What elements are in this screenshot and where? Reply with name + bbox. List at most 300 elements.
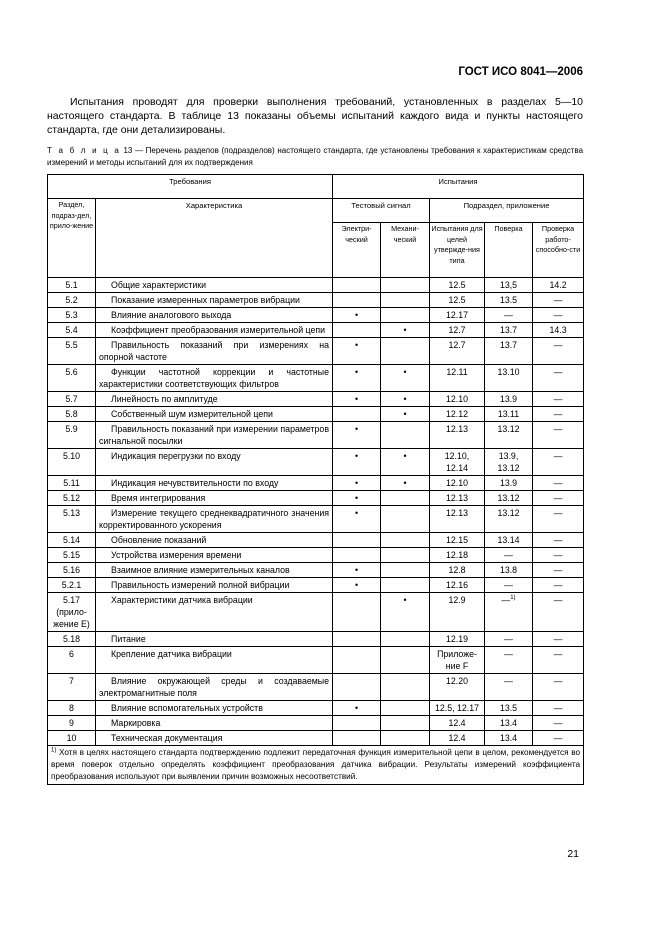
- row-operability-text: —: [553, 295, 563, 305]
- row-type-approval: [430, 674, 485, 701]
- row-section: [48, 593, 96, 632]
- row-verification: [485, 632, 533, 647]
- intro-paragraph: Испытания проводят для проверки выполнения требований, установленных в разделах 5—10 настоящего стандарта. В таблице 13 показаны объемы испытаний каждого вида и пункты настоящего стандарта, где они детализированы.: [47, 96, 583, 136]
- row-section: [48, 647, 96, 674]
- row-section-text: 5.3: [65, 310, 78, 320]
- row-electric-mark: [333, 422, 381, 449]
- row-verification-text: 13.12: [497, 508, 520, 518]
- row-section: [48, 323, 96, 338]
- row-verification-text: —: [504, 550, 513, 560]
- footnote-text: Хотя в целях настоящего стандарта подтверждению подлежит передаточная функция измерительной цепи в целом, рекомендуется во время поверок отдельно определять коэффициент преобразования датчика вибрации. Результаты измерений коэффициента преобразования используют при выявлении причин возможных несоответствий.: [51, 748, 581, 781]
- row-section-text: 5.12: [62, 493, 81, 503]
- row-mechanic-mark: [381, 422, 430, 449]
- header-electric: Электри-ческий: [333, 223, 381, 278]
- row-operability-text: —: [553, 340, 563, 350]
- row-characteristic-text: Маркировка: [111, 718, 161, 728]
- row-operability-text: —: [553, 550, 563, 560]
- row-characteristic-text: Коэффициент преобразования измерительной цепи: [111, 325, 326, 335]
- row-type-approval: [430, 716, 485, 731]
- row-type-approval: [430, 392, 485, 407]
- row-operability: [533, 449, 584, 476]
- row-operability-text: —: [553, 580, 563, 590]
- row-verification-text: —: [504, 676, 513, 686]
- row-operability: [533, 407, 584, 422]
- row-verification: [485, 593, 533, 632]
- row-electric-mark: [333, 449, 381, 476]
- row-section-text: 5.5: [65, 340, 78, 350]
- row-type-approval: [430, 701, 485, 716]
- row-verification: [485, 674, 533, 701]
- row-type-approval-text: 12.9: [448, 595, 466, 605]
- row-section: [48, 533, 96, 548]
- row-section-text: 5.10: [62, 451, 81, 461]
- row-type-approval: [430, 407, 485, 422]
- table-row: [48, 308, 584, 323]
- row-operability: [533, 476, 584, 491]
- row-operability-text: —: [553, 565, 563, 575]
- row-characteristic-text: Обновление показаний: [111, 535, 207, 545]
- row-verification: [485, 701, 533, 716]
- row-characteristic: [96, 422, 333, 449]
- row-verification-text: —: [501, 595, 511, 605]
- table-row: [48, 593, 584, 632]
- row-operability-text: —: [553, 595, 563, 605]
- row-section-text: 8: [69, 703, 74, 713]
- row-section-text: 5.2: [65, 295, 78, 305]
- row-type-approval-text: 12.10: [445, 394, 468, 404]
- row-mechanic-mark-text: •: [403, 367, 407, 377]
- row-type-approval-text: 12.10: [445, 478, 468, 488]
- row-type-approval-text: 12.20: [445, 676, 468, 686]
- row-section: [48, 506, 96, 533]
- header-characteristic: Характеристика: [96, 199, 333, 278]
- row-type-approval-text: 12.13: [445, 424, 468, 434]
- header-subsection: Подраздел, приложение: [430, 199, 584, 223]
- row-section-text: 5.6: [65, 367, 78, 377]
- row-section: [48, 308, 96, 323]
- row-verification: [485, 578, 533, 593]
- row-type-approval: [430, 548, 485, 563]
- row-mechanic-mark: [381, 533, 430, 548]
- row-type-approval: [430, 449, 485, 476]
- row-characteristic: [96, 476, 333, 491]
- row-type-approval: [430, 365, 485, 392]
- row-electric-mark: [333, 491, 381, 506]
- row-section: [48, 563, 96, 578]
- row-characteristic-text: Общие характеристики: [111, 280, 207, 290]
- row-verification: [485, 506, 533, 533]
- row-section: [48, 392, 96, 407]
- table-row: [48, 632, 584, 647]
- row-verification: [485, 716, 533, 731]
- row-characteristic: [96, 491, 333, 506]
- table-row: [48, 338, 584, 365]
- row-verification: [485, 491, 533, 506]
- row-mechanic-mark: [381, 716, 430, 731]
- row-section: [48, 338, 96, 365]
- row-mechanic-mark: [381, 578, 430, 593]
- table-row: [48, 392, 584, 407]
- row-operability: [533, 578, 584, 593]
- row-operability: [533, 533, 584, 548]
- row-operability: [533, 674, 584, 701]
- row-verification-text: 13,5: [499, 280, 518, 290]
- row-electric-mark: [333, 365, 381, 392]
- row-electric-mark: [333, 701, 381, 716]
- row-characteristic: [96, 323, 333, 338]
- row-section: [48, 716, 96, 731]
- row-electric-mark: [333, 293, 381, 308]
- row-section-text: 5.14: [62, 535, 81, 545]
- row-electric-mark: [333, 716, 381, 731]
- row-verification: [485, 533, 533, 548]
- row-electric-mark: [333, 338, 381, 365]
- row-section: [48, 365, 96, 392]
- row-operability: [533, 632, 584, 647]
- row-section-text: 5.7: [65, 394, 78, 404]
- row-characteristic-text: Правильность показаний при измерениях на опорной частоте: [99, 340, 329, 362]
- row-verification: [485, 293, 533, 308]
- row-operability-text: —: [553, 508, 563, 518]
- row-characteristic-text: Правильность измерений полной вибрации: [111, 580, 290, 590]
- row-type-approval-text: 12.10, 12.14: [444, 451, 470, 473]
- row-verification: [485, 422, 533, 449]
- row-mechanic-mark-text: •: [403, 478, 407, 488]
- table-row: [48, 563, 584, 578]
- row-operability: [533, 647, 584, 674]
- row-verification: [485, 731, 533, 746]
- row-mechanic-mark-text: •: [403, 325, 407, 335]
- row-mechanic-mark: [381, 323, 430, 338]
- row-operability-text: 14.3: [549, 325, 567, 335]
- row-type-approval-text: 12.11: [446, 367, 468, 377]
- row-mechanic-mark: [381, 278, 430, 293]
- row-mechanic-mark: [381, 674, 430, 701]
- row-characteristic-text: Индикация перегрузки по входу: [111, 451, 241, 461]
- row-electric-mark-text: •: [354, 580, 359, 590]
- row-characteristic-text: Крепление датчика вибрации: [111, 649, 232, 659]
- row-verification: [485, 563, 533, 578]
- row-type-approval-text: 12.16: [445, 580, 468, 590]
- row-section-text: 5.16: [62, 565, 81, 575]
- row-section-text: 5.9: [65, 424, 78, 434]
- row-characteristic: [96, 548, 333, 563]
- row-verification-text: 13.10: [497, 367, 520, 377]
- row-characteristic: [96, 731, 333, 746]
- row-type-approval-text: 12.18: [445, 550, 468, 560]
- row-verification-text: 13.5: [499, 295, 518, 305]
- row-electric-mark: [333, 593, 381, 632]
- row-type-approval-text: 12.13: [445, 493, 468, 503]
- row-electric-mark: [333, 563, 381, 578]
- row-operability: [533, 323, 584, 338]
- row-verification: [485, 449, 533, 476]
- row-verification-text: 13.12: [497, 493, 520, 503]
- row-operability-text: —: [553, 535, 563, 545]
- row-electric-mark-text: •: [354, 508, 359, 518]
- table-row: [48, 548, 584, 563]
- row-section: [48, 632, 96, 647]
- row-section-text: 5.17 (прило-жение Е): [53, 595, 90, 629]
- row-type-approval: [430, 506, 485, 533]
- row-operability-text: —: [553, 451, 563, 461]
- row-operability-text: —: [553, 649, 563, 659]
- row-characteristic-text: Правильность показаний при измерении параметров сигнальной посылки: [99, 424, 329, 446]
- row-section-text: 5.8: [65, 409, 78, 419]
- row-characteristic: [96, 407, 333, 422]
- row-operability: [533, 593, 584, 632]
- row-mechanic-mark: [381, 476, 430, 491]
- row-section: [48, 293, 96, 308]
- row-type-approval-text: 12.5: [448, 295, 466, 305]
- row-verification: [485, 278, 533, 293]
- header-operability: Проверка работо-способно-сти: [533, 223, 584, 278]
- row-type-approval-text: 12.7: [448, 325, 466, 335]
- row-mechanic-mark: [381, 392, 430, 407]
- header-mechanic: Механи-ческий: [381, 223, 430, 278]
- row-operability-text: —: [553, 733, 563, 743]
- standard-header: ГОСТ ИСО 8041—2006: [458, 66, 583, 78]
- row-electric-mark: [333, 647, 381, 674]
- row-characteristic: [96, 578, 333, 593]
- row-mechanic-mark: [381, 491, 430, 506]
- row-mechanic-mark: [381, 308, 430, 323]
- row-verification: [485, 365, 533, 392]
- row-type-approval-text: 12.4: [448, 733, 466, 743]
- table-row: [48, 716, 584, 731]
- row-type-approval-text: 12.5: [448, 280, 466, 290]
- row-verification: [485, 647, 533, 674]
- row-characteristic-text: Техническая документация: [111, 733, 223, 743]
- row-mechanic-mark: [381, 647, 430, 674]
- table-row: [48, 449, 584, 476]
- row-electric-mark: [333, 731, 381, 746]
- row-electric-mark: [333, 506, 381, 533]
- row-operability: [533, 338, 584, 365]
- row-mechanic-mark: [381, 449, 430, 476]
- row-verification-text: 13.7: [499, 325, 518, 335]
- row-section: [48, 548, 96, 563]
- row-mechanic-mark-text: •: [403, 394, 407, 404]
- row-section-text: 5.4: [65, 325, 78, 335]
- table-row: [48, 407, 584, 422]
- row-operability-text: —: [553, 394, 563, 404]
- row-type-approval-text: 12.5, 12.17: [434, 703, 480, 713]
- row-characteristic-text: Линейность по амплитуде: [111, 394, 218, 404]
- row-operability-text: —: [553, 634, 563, 644]
- row-section-text: 5.15: [62, 550, 81, 560]
- table-body: [48, 278, 584, 746]
- row-characteristic: [96, 365, 333, 392]
- row-electric-mark: [333, 323, 381, 338]
- row-electric-mark-text: •: [354, 451, 359, 461]
- row-operability-text: —: [553, 676, 563, 686]
- row-section-text: 6: [69, 649, 74, 659]
- header-test-signal: Тестовый сигнал: [333, 199, 430, 223]
- row-operability: [533, 563, 584, 578]
- row-type-approval-text: 12.17: [445, 310, 468, 320]
- row-electric-mark: [333, 278, 381, 293]
- row-verification-text: —: [504, 649, 513, 659]
- row-section-text: 10: [66, 733, 77, 743]
- row-electric-mark-text: •: [354, 493, 359, 503]
- row-characteristic: [96, 392, 333, 407]
- row-section: [48, 407, 96, 422]
- row-verification-text: —: [504, 634, 513, 644]
- row-type-approval-text: 12.19: [445, 634, 468, 644]
- row-operability: [533, 422, 584, 449]
- row-type-approval-text: 12.13: [445, 508, 468, 518]
- row-section: [48, 701, 96, 716]
- page-number: 21: [567, 848, 579, 860]
- row-electric-mark: [333, 533, 381, 548]
- row-operability-text: —: [553, 424, 563, 434]
- row-mechanic-mark-text: •: [403, 451, 407, 461]
- row-verification-text: 13.9, 13.12: [497, 451, 520, 473]
- row-characteristic: [96, 647, 333, 674]
- row-electric-mark: [333, 674, 381, 701]
- row-type-approval-text: 12.12: [445, 409, 468, 419]
- row-characteristic: [96, 449, 333, 476]
- row-electric-mark-text: •: [354, 394, 359, 404]
- row-electric-mark-text: •: [354, 310, 359, 320]
- table-row: [48, 647, 584, 674]
- row-verification-text: 13.4: [499, 718, 518, 728]
- row-verification-text: 13.12: [497, 424, 520, 434]
- row-characteristic-text: Характеристики датчика вибрации: [111, 595, 253, 605]
- header-requirements: Требования: [48, 175, 333, 199]
- row-characteristic: [96, 308, 333, 323]
- row-verification-text: 13.9: [499, 478, 518, 488]
- row-mechanic-mark: [381, 563, 430, 578]
- row-type-approval: [430, 593, 485, 632]
- row-characteristic-text: Время интегрирования: [111, 493, 206, 503]
- row-verification: [485, 392, 533, 407]
- row-characteristic-text: Измерение текущего среднеквадратичного значения корректированного ускорения: [99, 508, 329, 530]
- row-electric-mark: [333, 407, 381, 422]
- row-type-approval: [430, 308, 485, 323]
- row-operability-text: —: [553, 409, 563, 419]
- row-verification: [485, 548, 533, 563]
- row-operability: [533, 365, 584, 392]
- table-row: [48, 323, 584, 338]
- row-electric-mark: [333, 632, 381, 647]
- row-mechanic-mark: [381, 632, 430, 647]
- row-electric-mark-text: •: [354, 367, 359, 377]
- row-electric-mark-text: •: [354, 703, 359, 713]
- row-characteristic-text: Влияние окружающей среды и создаваемые электромагнитные поля: [99, 676, 329, 698]
- row-section-text: 5.1: [65, 280, 78, 290]
- header-tests: Испытания: [333, 175, 584, 199]
- row-characteristic-text: Функции частотной коррекции и частотные характеристики соответствующих фильтров: [99, 367, 329, 389]
- footnote-marker: 1): [51, 747, 57, 754]
- row-operability-text: —: [553, 493, 563, 503]
- row-type-approval: [430, 476, 485, 491]
- row-characteristic-text: Показание измеренных параметров вибрации: [111, 295, 300, 305]
- row-characteristic-text: Взаимное влияние измерительных каналов: [111, 565, 290, 575]
- row-electric-mark-text: •: [354, 340, 359, 350]
- row-section-text: 5.13: [62, 508, 81, 518]
- row-electric-mark-text: •: [354, 478, 359, 488]
- row-type-approval-text: 12.4: [448, 718, 466, 728]
- row-mechanic-mark: [381, 731, 430, 746]
- row-section-text: 5.2.1: [61, 580, 82, 590]
- header-type-approval: Испытания для целей утвержде-ния типа: [430, 223, 485, 278]
- row-operability-text: —: [553, 478, 563, 488]
- row-type-approval: [430, 647, 485, 674]
- header-verification: Поверка: [485, 223, 533, 278]
- row-type-approval: [430, 278, 485, 293]
- row-characteristic: [96, 632, 333, 647]
- row-type-approval-text: 12.15: [445, 535, 468, 545]
- row-characteristic: [96, 563, 333, 578]
- row-section: [48, 731, 96, 746]
- row-type-approval-text: Приложе-ние F: [437, 649, 477, 671]
- row-operability: [533, 548, 584, 563]
- row-section-text: 7: [69, 676, 74, 686]
- row-mechanic-mark: [381, 338, 430, 365]
- row-mechanic-mark: [381, 548, 430, 563]
- row-verification-text: 13.8: [499, 565, 518, 575]
- row-electric-mark-text: •: [354, 565, 359, 575]
- row-type-approval: [430, 491, 485, 506]
- row-operability: [533, 308, 584, 323]
- row-characteristic: [96, 506, 333, 533]
- table-row: [48, 365, 584, 392]
- row-characteristic-text: Собственный шум измерительной цепи: [111, 409, 273, 419]
- row-section: [48, 491, 96, 506]
- row-electric-mark: [333, 392, 381, 407]
- row-type-approval: [430, 578, 485, 593]
- table-row: [48, 578, 584, 593]
- row-type-approval-text: 12.7: [448, 340, 466, 350]
- row-type-approval: [430, 293, 485, 308]
- row-section-text: 5.11: [63, 478, 80, 488]
- row-electric-mark: [333, 476, 381, 491]
- row-operability: [533, 506, 584, 533]
- row-characteristic: [96, 278, 333, 293]
- row-section: [48, 278, 96, 293]
- row-electric-mark: [333, 548, 381, 563]
- row-operability-text: —: [553, 703, 563, 713]
- row-electric-mark-text: •: [354, 424, 359, 434]
- row-mechanic-mark: [381, 506, 430, 533]
- row-verification-text: 13.11: [497, 409, 520, 419]
- table-row: [48, 506, 584, 533]
- row-characteristic: [96, 716, 333, 731]
- row-characteristic: [96, 293, 333, 308]
- row-verification-text: 13.9: [499, 394, 518, 404]
- row-verification-text: 13.4: [499, 733, 518, 743]
- table-footnote: [48, 746, 584, 785]
- row-characteristic-text: Питание: [111, 634, 146, 644]
- row-verification-text: 13.7: [499, 340, 518, 350]
- table-row: [48, 491, 584, 506]
- table-row: [48, 674, 584, 701]
- row-characteristic-text: Устройства измерения времени: [111, 550, 242, 560]
- row-characteristic: [96, 593, 333, 632]
- row-mechanic-mark: [381, 293, 430, 308]
- row-characteristic: [96, 533, 333, 548]
- row-section-text: 5.18: [62, 634, 81, 644]
- row-operability: [533, 491, 584, 506]
- row-type-approval: [430, 533, 485, 548]
- row-verification-text: —: [504, 580, 513, 590]
- row-type-approval: [430, 731, 485, 746]
- table-row: [48, 701, 584, 716]
- row-operability-text: —: [553, 310, 563, 320]
- row-mechanic-mark: [381, 365, 430, 392]
